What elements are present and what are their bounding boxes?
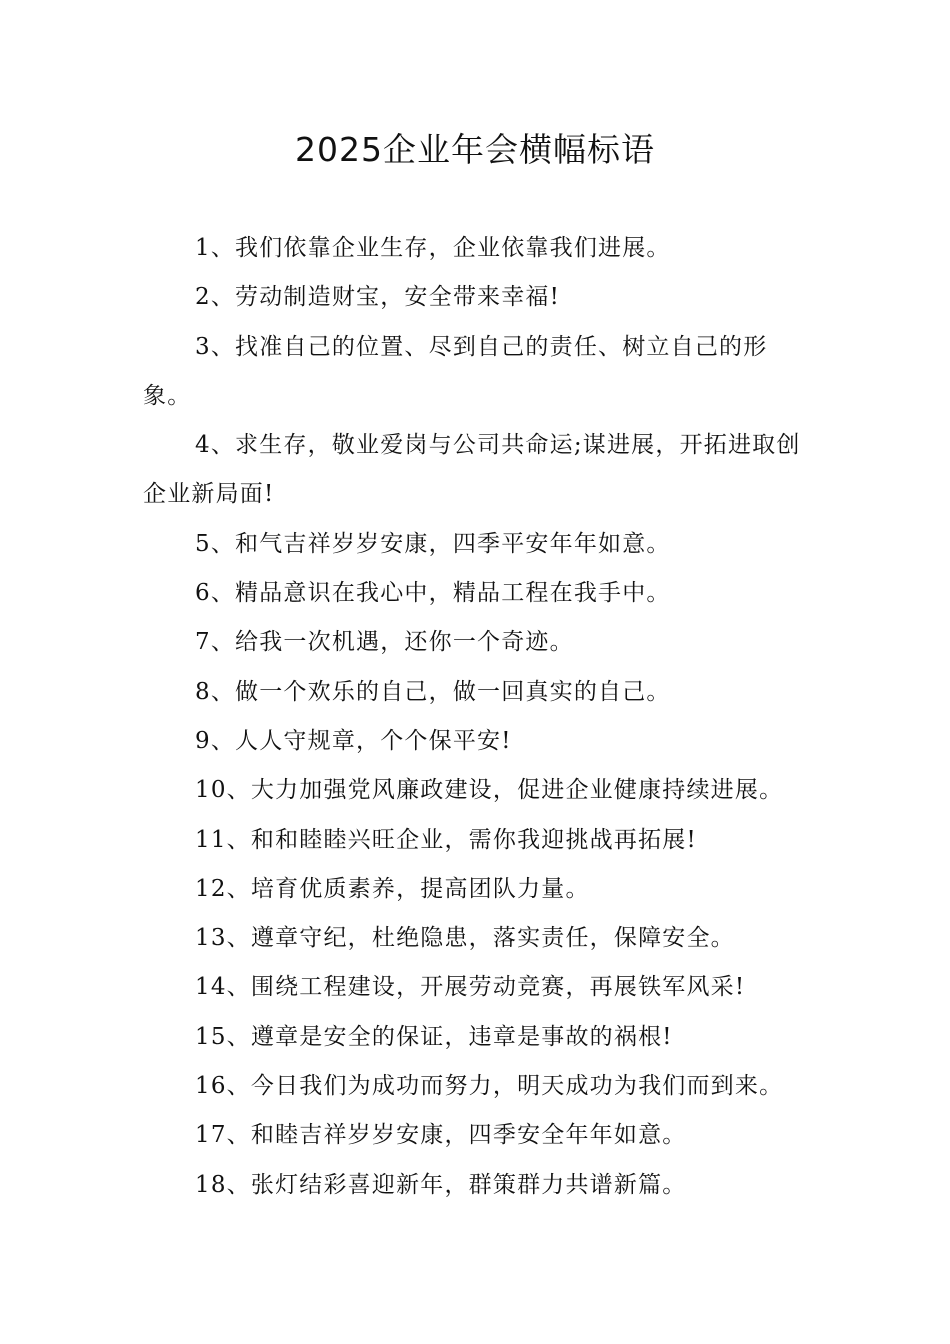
list-item: 11、和和睦睦兴旺企业，需你我迎挑战再拓展! — [195, 826, 697, 853]
list-item: 2、劳动制造财宝，安全带来幸福! — [195, 284, 561, 311]
list-item: 14、围绕工程建设，开展劳动竞赛，再展铁军风采! — [195, 974, 746, 1001]
list-item: 8、做一个欢乐的自己，做一回真实的自己。 — [195, 678, 671, 705]
list-item: 7、给我一次机遇，还你一个奇迹。 — [195, 629, 574, 656]
list-item: 6、精品意识在我心中，精品工程在我手中。 — [195, 580, 671, 607]
list-item: 15、遵章是安全的保证，违章是事故的祸根! — [195, 1023, 673, 1050]
list-item: 16、今日我们为成功而努力，明天成功为我们而到来。 — [195, 1073, 784, 1100]
list-item: 17、和睦吉祥岁岁安康，四季安全年年如意。 — [195, 1122, 687, 1149]
list-item: 9、人人守规章，个个保平安! — [195, 727, 512, 754]
list-item: 5、和气吉祥岁岁安康，四季平安年年如意。 — [195, 530, 671, 557]
document-title: 2025企业年会横幅标语 — [295, 130, 655, 169]
list-item: 13、遵章守纪，杜绝隐患，落实责任，保障安全。 — [195, 925, 735, 952]
list-item: 10、大力加强党风廉政建设，促进企业健康持续进展。 — [195, 777, 784, 804]
list-item: 3、找准自己的位置、尽到自己的责任、树立自己的形象。 — [143, 333, 768, 409]
list-item: 4、求生存，敬业爱岗与公司共命运;谋进展，开拓进取创企业新局面! — [143, 432, 801, 508]
list-item: 18、张灯结彩喜迎新年，群策群力共谱新篇。 — [195, 1171, 687, 1198]
slogan-list — [143, 224, 811, 1210]
list-item: 12、培育优质素养，提高团队力量。 — [195, 875, 590, 902]
list-item: 1、我们依靠企业生存，企业依靠我们进展。 — [195, 235, 671, 261]
